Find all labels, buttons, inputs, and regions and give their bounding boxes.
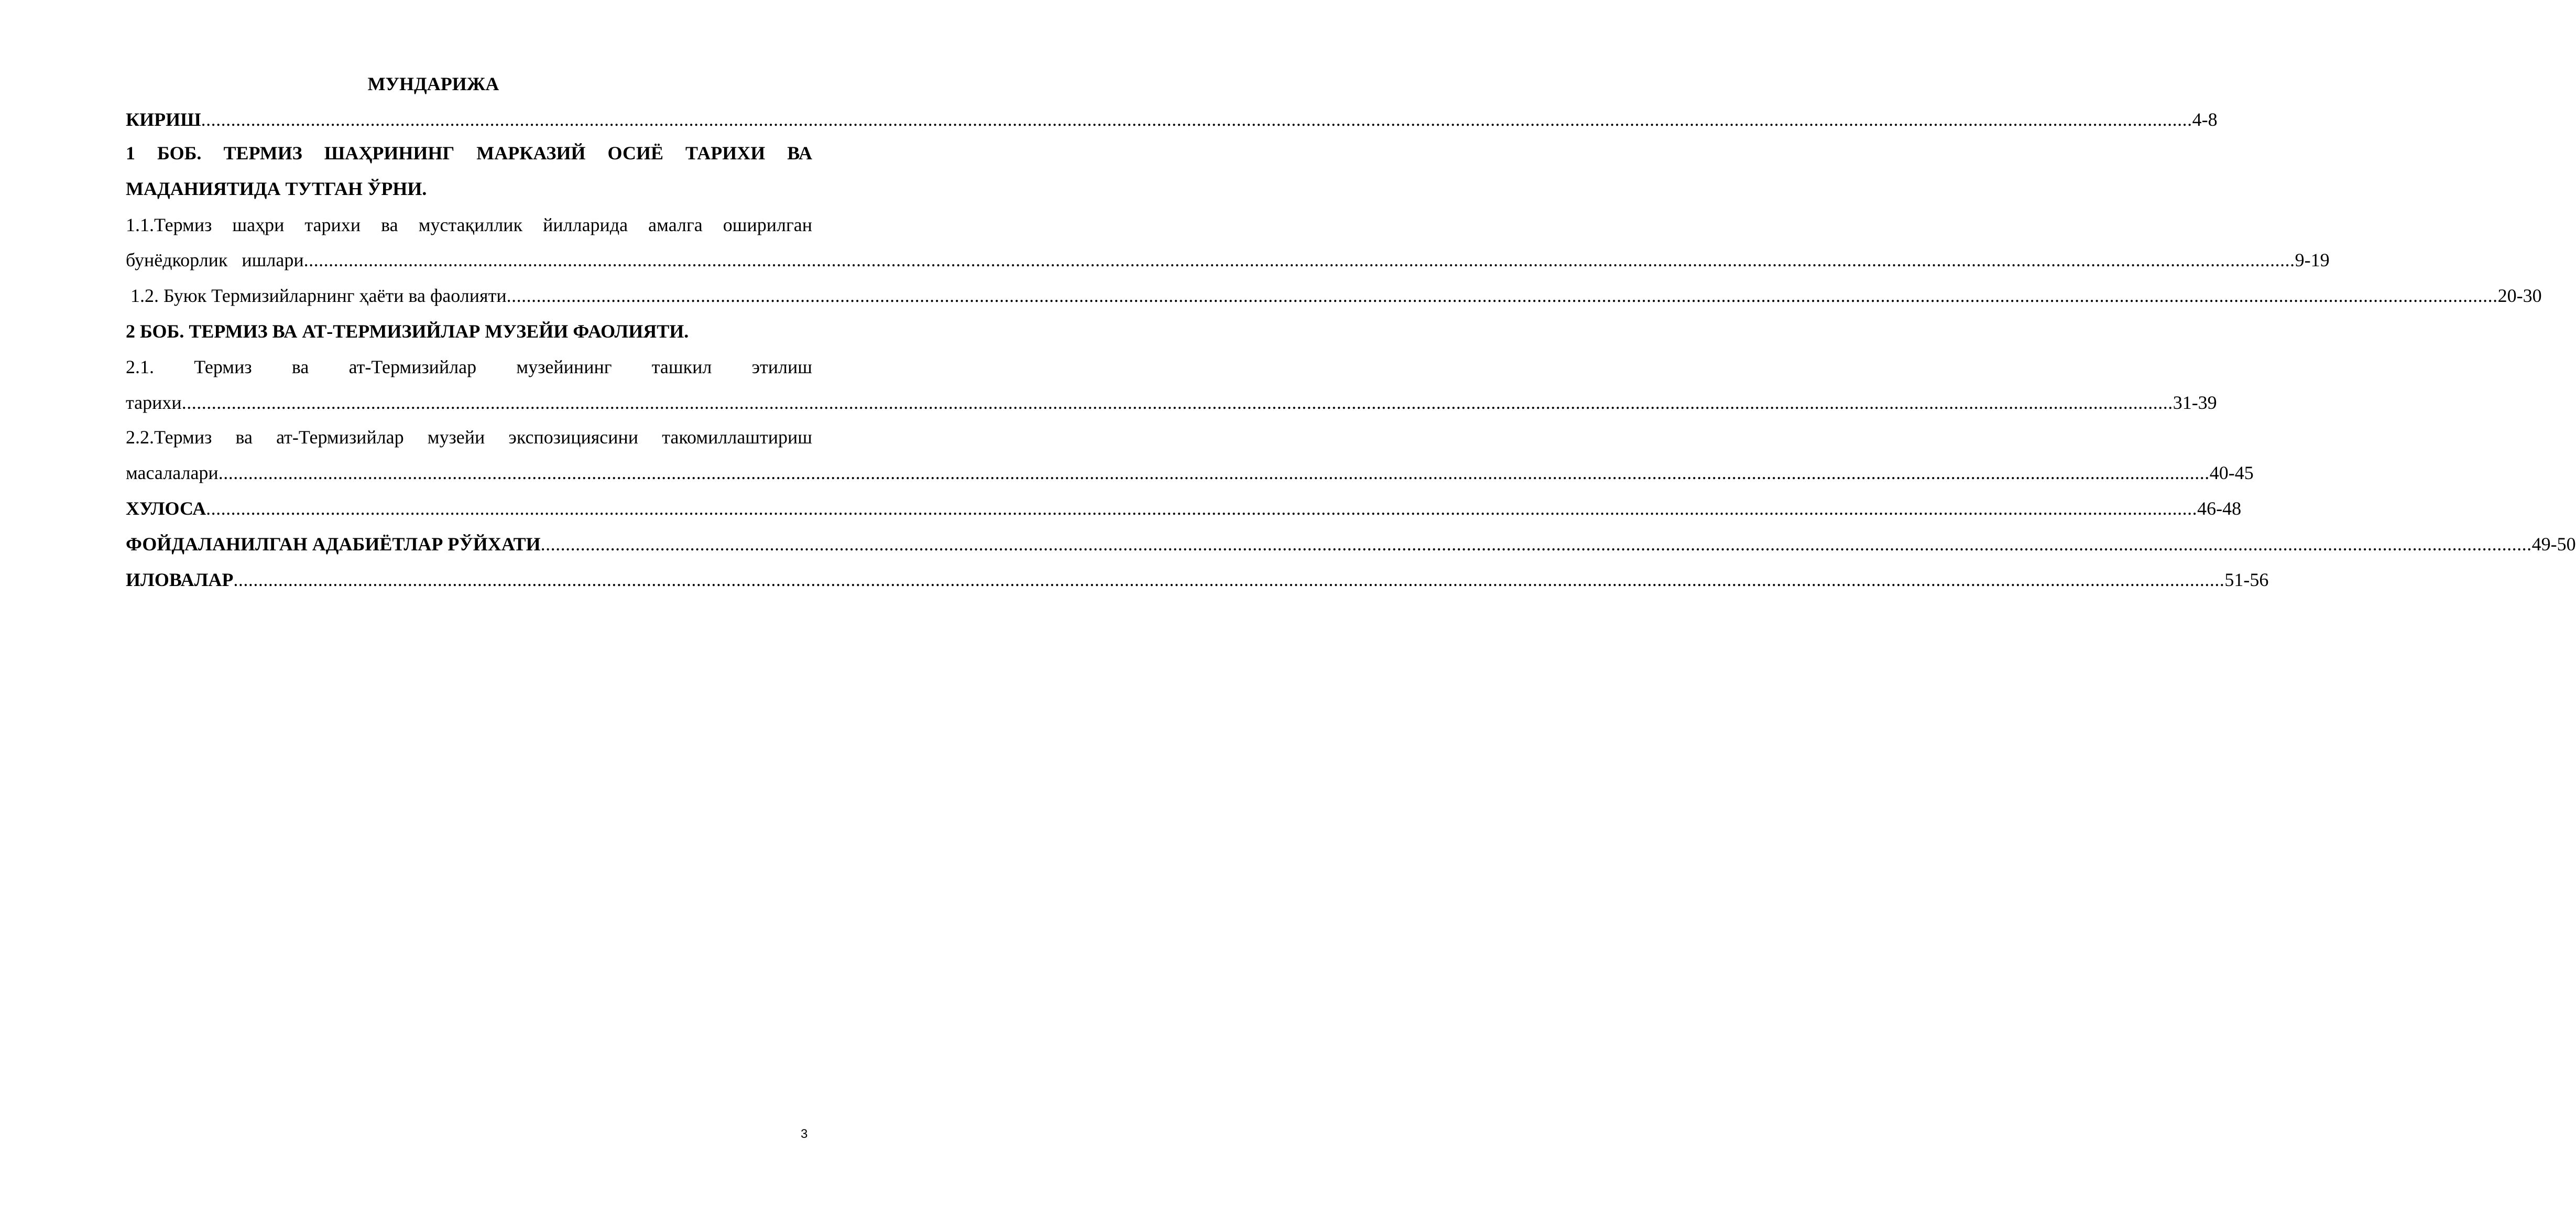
toc-page-range: 49-50 xyxy=(2531,534,2576,555)
toc-entry-conclusion xyxy=(126,496,2242,521)
toc-label: 1.2. Буюк Термизийларнинг ҳаёти ва фаолияти xyxy=(126,285,507,306)
toc-entry-intro xyxy=(126,107,2218,132)
toc-leader-dots: ................................................................................................................................................................................................................................................................................................................................................................................................................ xyxy=(218,462,2210,483)
toc-section-2-1-line1: 2.1. Термиз ва ат-Термизийлар музейининг ташкил этилиш xyxy=(126,356,812,377)
toc-entry-references xyxy=(126,531,2576,557)
toc-page-range: 20-30 xyxy=(2497,285,2542,306)
toc-page-range: 46-48 xyxy=(2197,498,2242,519)
toc-leader-dots: ................................................................................................................................................................................................................................................................................................................................................................................................................ xyxy=(233,569,2225,590)
toc-label: масалалари xyxy=(126,462,219,483)
toc-section-2-2-line1: 2.2.Термиз ва ат-Термизийлар музейи экспозициясини такомиллаштириш xyxy=(126,427,812,448)
page-number: 3 xyxy=(801,1127,808,1141)
toc-page-range: 51-56 xyxy=(2224,569,2269,590)
toc-entry-appendices xyxy=(126,567,2269,592)
toc-label: ИЛОВАЛАР xyxy=(126,569,234,590)
toc-label: ФОЙДАЛАНИЛГАН АДАБИЁТЛАР РЎЙХАТИ xyxy=(126,534,541,555)
toc-label: бунёдкорлик ишлари xyxy=(126,249,304,270)
toc-page-range: 40-45 xyxy=(2209,462,2254,483)
toc-section-1-1-line2 xyxy=(126,247,2330,273)
toc-leader-dots: ................................................................................................................................................................................................................................................................................................................................................................................................................ xyxy=(303,249,2295,270)
toc-label: ХУЛОСА xyxy=(126,498,206,519)
toc-section-1-1-line1: 1.1.Термиз шаҳри тарихи ва мустақиллик йилларида амалга оширилган xyxy=(126,214,812,235)
toc-label: тарихи xyxy=(126,392,182,413)
toc-label: КИРИШ xyxy=(126,109,201,130)
toc-leader-dots: ................................................................................................................................................................................................................................................................................................................................................................................................................ xyxy=(201,109,2192,130)
toc-page-range: 9-19 xyxy=(2295,249,2330,270)
toc-leader-dots: ................................................................................................................................................................................................................................................................................................................................................................................................................ xyxy=(181,392,2173,413)
toc-section-2-1-line2 xyxy=(126,390,2217,415)
toc-leader-dots: ................................................................................................................................................................................................................................................................................................................................................................................................................ xyxy=(506,285,2498,306)
toc-leader-dots: ................................................................................................................................................................................................................................................................................................................................................................................................................ xyxy=(206,498,2198,519)
toc-chapter1-heading-line2: МАДАНИЯТИДА ТУТГАН ЎРНИ. xyxy=(126,178,427,199)
toc-chapter2-heading: 2 БОБ. ТЕРМИЗ ВА АТ-ТЕРМИЗИЙЛАР МУЗЕЙИ ФАОЛИЯТИ. xyxy=(126,321,689,342)
toc-page-range: 31-39 xyxy=(2173,392,2217,413)
toc-chapter1-heading-line1: 1 БОБ. ТЕРМИЗ ШАҲРИНИНГ МАРКАЗИЙ ОСИЁ ТАРИХИ ВА xyxy=(126,143,812,164)
page-title: МУНДАРИЖА xyxy=(367,73,499,94)
toc-leader-dots: ................................................................................................................................................................................................................................................................................................................................................................................................................ xyxy=(540,534,2532,555)
toc-page-range: 4-8 xyxy=(2192,109,2218,130)
toc-section-2-2-line2 xyxy=(126,460,2254,485)
toc-section-1-2 xyxy=(126,283,2542,308)
